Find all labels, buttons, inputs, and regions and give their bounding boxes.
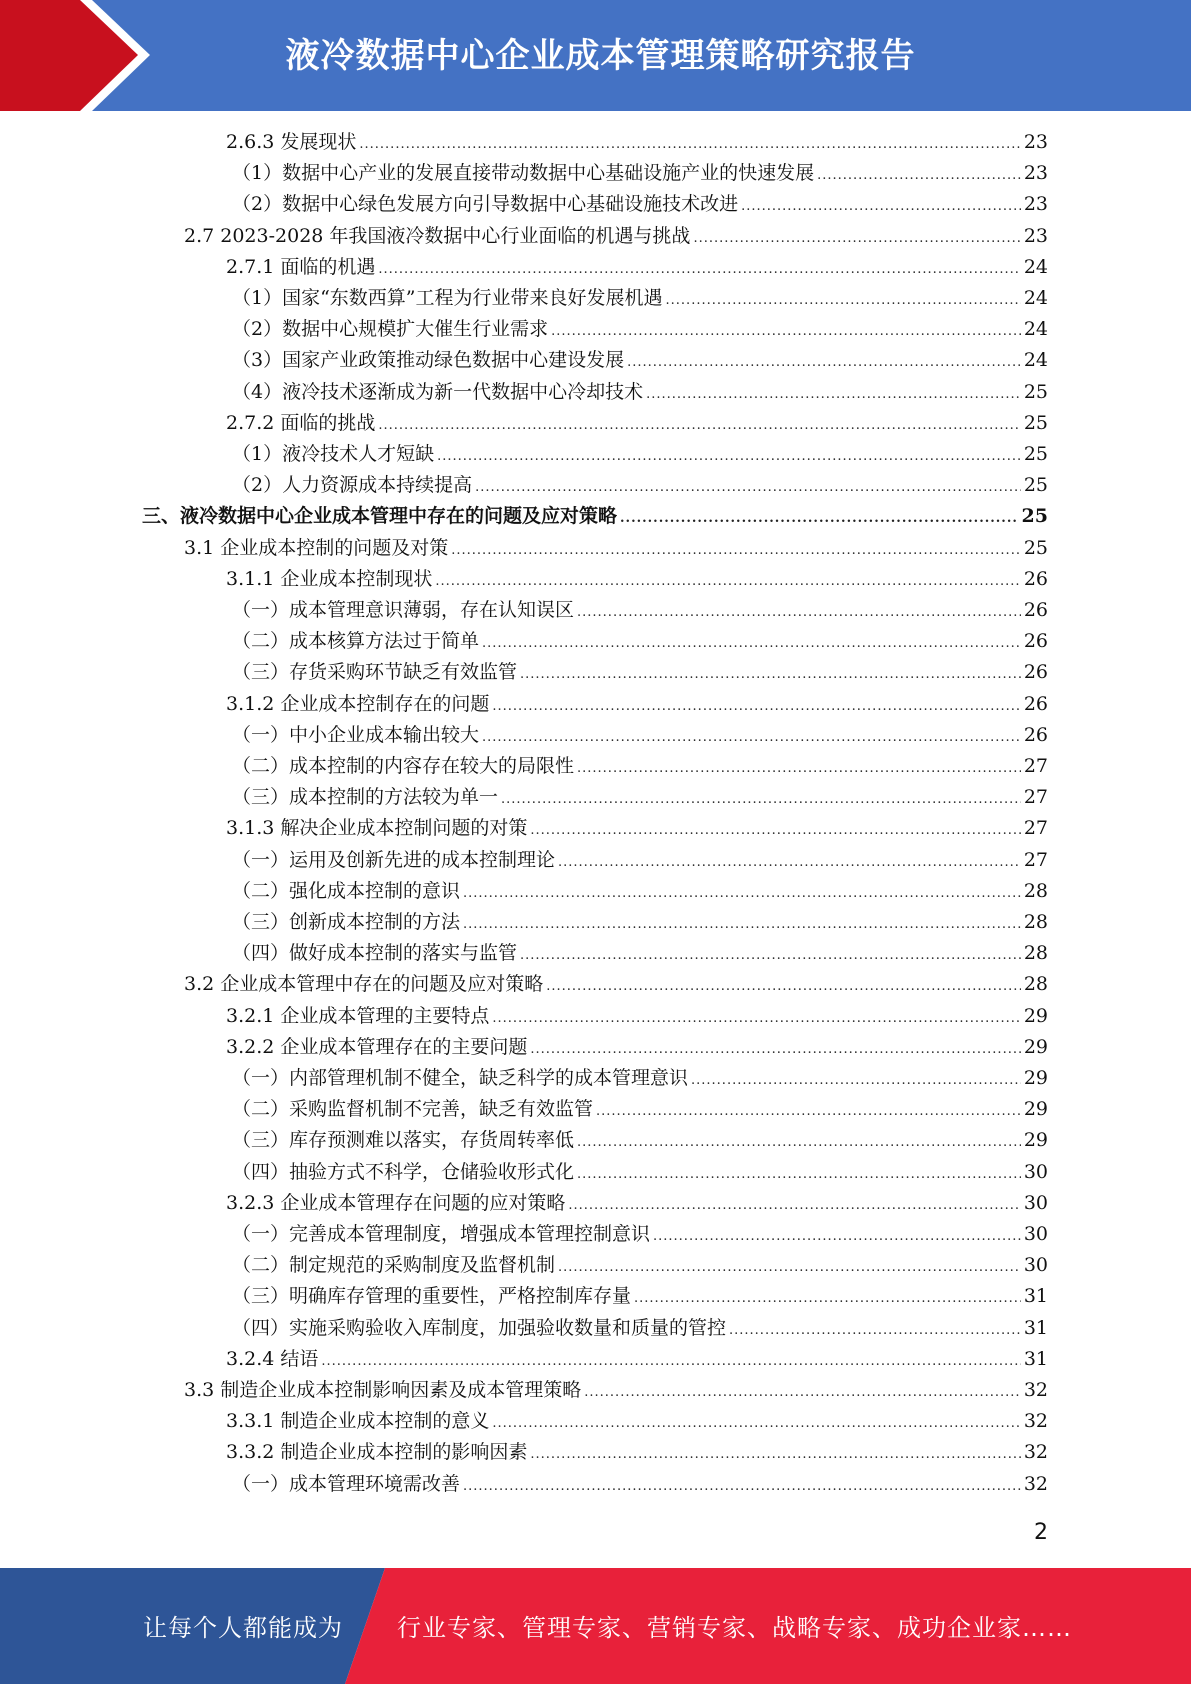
toc-entry[interactable]: [142, 501, 1048, 532]
toc-entry-label: 3.2.2 企业成本管理存在的主要问题: [226, 1035, 528, 1058]
toc-dot-leader: [492, 1408, 1020, 1439]
toc-entry[interactable]: [232, 158, 1048, 189]
toc-entry-label: （二）强化成本控制的意识: [232, 879, 461, 902]
toc-entry[interactable]: [232, 657, 1048, 688]
toc-dot-leader: [584, 1377, 1021, 1408]
toc-dot-leader: [378, 410, 1020, 441]
toc-entry-label: 3.2.3 企业成本管理存在问题的应对策略: [226, 1191, 566, 1214]
toc-entry[interactable]: [232, 345, 1048, 376]
toc-dot-leader: [520, 659, 1021, 690]
toc-entry[interactable]: [232, 189, 1048, 220]
toc-dot-leader: [627, 347, 1021, 378]
toc-dot-leader: [546, 971, 1021, 1002]
toc-entry-page: 30: [1023, 1223, 1048, 1245]
toc-entry-page: 25: [1021, 505, 1048, 528]
toc-entry-label: 3.3.2 制造企业成本控制的影响因素: [226, 1441, 528, 1464]
toc-dot-leader: [646, 379, 1021, 410]
toc-dot-leader: [482, 722, 1021, 753]
toc-entry-page: 31: [1023, 1347, 1048, 1370]
toc-entry-page: 24: [1023, 349, 1048, 372]
toc-entry-page: 29: [1023, 1129, 1048, 1152]
toc-dot-leader: [475, 472, 1021, 503]
toc-dot-leader: [378, 254, 1020, 285]
toc-entry-page: 28: [1023, 879, 1048, 902]
toc-entry-label: 2.7 2023-2028 年我国液冷数据中心行业面临的机遇与挑战: [184, 224, 691, 247]
toc-entry[interactable]: [232, 470, 1048, 501]
toc-entry[interactable]: [226, 127, 1048, 158]
toc-entry[interactable]: [232, 1281, 1048, 1312]
toc-dot-leader: [435, 566, 1020, 597]
toc-entry[interactable]: [232, 1063, 1048, 1094]
toc-entry[interactable]: [232, 907, 1048, 938]
toc-entry[interactable]: [226, 689, 1048, 720]
toc-entry-page: 30: [1023, 1191, 1048, 1214]
toc-entry-label: 3.1.2 企业成本控制存在的问题: [226, 692, 490, 715]
toc-entry[interactable]: [232, 1157, 1048, 1188]
toc-entry-label: （1）国家“东数西算”工程为行业带来良好发展机遇: [232, 287, 663, 309]
toc-entry[interactable]: [226, 1344, 1048, 1375]
toc-entry-label: （三）库存预测难以落实，存货周转率低: [232, 1129, 575, 1152]
toc-dot-leader: [463, 1471, 1021, 1502]
toc-entry-page: 23: [1023, 193, 1048, 216]
page-footer: [0, 1568, 1191, 1684]
toc-entry-page: 27: [1023, 848, 1048, 871]
toc-entry-label: 3.2.1 企业成本管理的主要特点: [226, 1004, 490, 1027]
toc-dot-leader: [463, 909, 1021, 940]
toc-entry-page: 26: [1023, 661, 1048, 684]
toc-entry-label: （2）数据中心绿色发展方向引导数据中心基础设施技术改进: [232, 193, 739, 216]
toc-entry-label: 三、液冷数据中心企业成本管理中存在的问题及应对策略: [142, 505, 618, 528]
toc-dot-leader: [568, 1190, 1020, 1221]
toc-entry-label: （1）液冷技术人才短缺: [232, 443, 435, 465]
toc-entry-label: （4）液冷技术逐渐成为新一代数据中心冷却技术: [232, 380, 644, 403]
footer-slogan-right: 行业专家、管理专家、营销专家、战略专家、成功企业家……: [397, 1614, 1072, 1642]
toc-entry[interactable]: [226, 252, 1048, 283]
toc-entry[interactable]: [232, 751, 1048, 782]
toc-dot-leader: [558, 847, 1021, 878]
toc-entry-page: 30: [1023, 1254, 1048, 1277]
toc-entry-label: 3.1.3 解决企业成本控制问题的对策: [226, 817, 528, 840]
toc-entry-label: （一）成本管理意识薄弱，存在认知误区: [232, 599, 575, 621]
toc-entry-page: 32: [1023, 1410, 1048, 1433]
toc-entry[interactable]: [232, 1250, 1048, 1281]
toc-entry-label: （二）成本控制的内容存在较大的局限性: [232, 755, 575, 777]
toc-dot-leader: [653, 1221, 1021, 1252]
toc-entry-label: 3.3 制造企业成本控制影响因素及成本管理策略: [184, 1379, 582, 1401]
toc-entry-label: 3.3.1 制造企业成本控制的意义: [226, 1410, 490, 1433]
toc-dot-leader: [596, 1096, 1021, 1127]
page-header: [0, 0, 1191, 111]
toc-entry-label: （三）成本控制的方法较为单一: [232, 786, 499, 809]
toc-entry-label: 2.7.1 面临的机遇: [226, 255, 376, 278]
toc-entry-label: （一）运用及创新先进的成本控制理论: [232, 848, 556, 871]
toc-dot-leader: [359, 129, 1020, 160]
toc-entry-label: （四）实施采购验收入库制度，加强验收数量和质量的管控: [232, 1316, 727, 1339]
toc-entry-label: （二）制定规范的采购制度及监督机制: [232, 1254, 556, 1277]
toc-entry-page: 23: [1023, 224, 1048, 247]
toc-entry[interactable]: [232, 377, 1048, 408]
toc-entry[interactable]: [232, 782, 1048, 813]
toc-entry[interactable]: [184, 969, 1048, 1000]
toc-entry-page: 27: [1023, 755, 1048, 777]
toc-entry[interactable]: [184, 533, 1048, 564]
toc-dot-leader: [620, 503, 1019, 534]
toc-entry[interactable]: [226, 1188, 1048, 1219]
toc-entry[interactable]: [232, 439, 1048, 470]
toc-entry-page: 30: [1023, 1160, 1048, 1183]
toc-entry[interactable]: [226, 564, 1048, 595]
toc-entry-page: 32: [1023, 1472, 1048, 1495]
toc-entry-label: （一）中小企业成本输出较大: [232, 723, 480, 746]
toc-entry-label: （一）成本管理环境需改善: [232, 1472, 461, 1495]
toc-entry-label: 3.1 企业成本控制的问题及对策: [184, 536, 449, 559]
toc-dot-leader: [577, 1159, 1021, 1190]
toc-dot-leader: [501, 784, 1021, 815]
toc-dot-leader: [558, 1252, 1021, 1283]
toc-entry[interactable]: [232, 845, 1048, 876]
toc-entry[interactable]: [226, 1001, 1048, 1032]
toc-entry-label: 3.2.4 结语: [226, 1347, 319, 1370]
toc-entry-page: 32: [1023, 1441, 1048, 1464]
toc-entry-page: 28: [1023, 973, 1048, 996]
toc-entry-page: 29: [1023, 1004, 1048, 1027]
toc-entry[interactable]: [232, 1219, 1048, 1250]
toc-dot-leader: [492, 1003, 1020, 1034]
toc-entry-label: （二）采购监督机制不完善，缺乏有效监管: [232, 1098, 594, 1121]
toc-entry[interactable]: [226, 408, 1048, 439]
toc-entry-page: 26: [1023, 630, 1048, 653]
toc-entry-page: 25: [1023, 380, 1048, 403]
toc-entry[interactable]: [232, 1469, 1048, 1500]
toc-entry-label: 3.1.1 企业成本控制现状: [226, 567, 433, 590]
toc-entry-page: 23: [1023, 162, 1048, 185]
toc-entry-page: 24: [1023, 255, 1048, 278]
toc-dot-leader: [530, 1439, 1020, 1470]
toc-entry-label: （2）人力资源成本持续提高: [232, 474, 473, 497]
toc-dot-leader: [666, 285, 1021, 316]
toc-entry-label: （四）做好成本控制的落实与监管: [232, 942, 518, 965]
toc-dot-leader: [451, 535, 1021, 566]
toc-entry-page: 29: [1023, 1098, 1048, 1121]
toc-entry[interactable]: [226, 1032, 1048, 1063]
toc-dot-leader: [321, 1346, 1020, 1377]
toc-entry-page: 31: [1023, 1285, 1048, 1308]
toc-entry-page: 32: [1023, 1379, 1048, 1401]
toc-entry-page: 26: [1023, 599, 1048, 621]
toc-entry-page: 25: [1023, 536, 1048, 559]
toc-dot-leader: [634, 1283, 1021, 1314]
toc-entry-page: 25: [1023, 411, 1048, 434]
toc-entry[interactable]: [232, 1094, 1048, 1125]
toc-entry[interactable]: [232, 314, 1048, 345]
toc-entry-page: 24: [1023, 287, 1048, 309]
toc-entry-label: （三）存货采购环节缺乏有效监管: [232, 661, 518, 684]
toc-entry-label: 2.7.2 面临的挑战: [226, 411, 376, 434]
report-title: 液冷数据中心企业成本管理策略研究报告: [285, 36, 916, 76]
toc-entry-label: （一）内部管理机制不健全，缺乏科学的成本管理意识: [232, 1067, 689, 1089]
toc-entry[interactable]: [232, 720, 1048, 751]
toc-dot-leader: [741, 191, 1021, 222]
toc-entry-label: （1）数据中心产业的发展直接带动数据中心基础设施产业的快速发展: [232, 162, 815, 185]
toc-dot-leader: [482, 628, 1021, 659]
toc-dot-leader: [693, 223, 1020, 254]
toc-dot-leader: [530, 815, 1020, 846]
toc-entry[interactable]: [226, 1406, 1048, 1437]
toc-entry-label: 2.6.3 发展现状: [226, 131, 357, 153]
toc-entry[interactable]: [232, 595, 1048, 626]
toc-entry-label: （3）国家产业政策推动绿色数据中心建设发展: [232, 349, 625, 372]
toc-entry-page: 29: [1023, 1067, 1048, 1089]
toc-entry-page: 23: [1023, 131, 1048, 153]
toc-entry[interactable]: [232, 1313, 1048, 1344]
toc-dot-leader: [577, 1127, 1021, 1158]
toc-entry-label: （二）成本核算方法过于简单: [232, 630, 480, 653]
toc-entry-page: 24: [1023, 318, 1048, 341]
toc-dot-leader: [463, 878, 1021, 909]
toc-dot-leader: [530, 1034, 1020, 1065]
toc-entry-label: （一）完善成本管理制度，增强成本管理控制意识: [232, 1223, 651, 1245]
toc-dot-leader: [817, 160, 1021, 191]
toc-entry-page: 26: [1023, 692, 1048, 715]
toc-entry[interactable]: [226, 1437, 1048, 1468]
toc-entry[interactable]: [226, 813, 1048, 844]
toc-entry[interactable]: [232, 283, 1048, 314]
toc-entry-label: 3.2 企业成本管理中存在的问题及应对策略: [184, 973, 544, 996]
toc-entry-page: 25: [1023, 474, 1048, 497]
toc-dot-leader: [520, 940, 1021, 971]
toc-dot-leader: [577, 597, 1021, 628]
toc-dot-leader: [577, 753, 1021, 784]
toc-entry-page: 26: [1023, 567, 1048, 590]
toc-entry-page: 31: [1023, 1316, 1048, 1339]
toc-entry-page: 27: [1023, 786, 1048, 809]
toc-dot-leader: [729, 1315, 1021, 1346]
page-number: 2: [1034, 1520, 1048, 1545]
toc-entry-label: （三）明确库存管理的重要性，严格控制库存量: [232, 1285, 632, 1308]
toc-entry-page: 25: [1023, 443, 1048, 465]
toc-entry-page: 29: [1023, 1035, 1048, 1058]
toc-entry[interactable]: [232, 876, 1048, 907]
toc-entry[interactable]: [232, 1125, 1048, 1156]
toc-dot-leader: [492, 691, 1020, 722]
toc-entry-page: 28: [1023, 942, 1048, 965]
toc-dot-leader: [691, 1065, 1021, 1096]
toc-dot-leader: [551, 316, 1021, 347]
toc-entry-label: （三）创新成本控制的方法: [232, 911, 461, 933]
toc-entry-label: （2）数据中心规模扩大催生行业需求: [232, 318, 549, 341]
footer-slogan-left: 让每个人都能成为: [143, 1614, 343, 1642]
toc-entry-page: 26: [1023, 723, 1048, 746]
toc-entry-page: 28: [1023, 911, 1048, 933]
toc-entry[interactable]: [184, 1375, 1048, 1406]
toc-entry-label: （四）抽验方式不科学，仓储验收形式化: [232, 1160, 575, 1183]
toc-entry[interactable]: [232, 626, 1048, 657]
toc-entry[interactable]: [184, 221, 1048, 252]
toc-entry[interactable]: [232, 938, 1048, 969]
toc-entry-page: 27: [1023, 817, 1048, 840]
toc-dot-leader: [437, 441, 1021, 472]
